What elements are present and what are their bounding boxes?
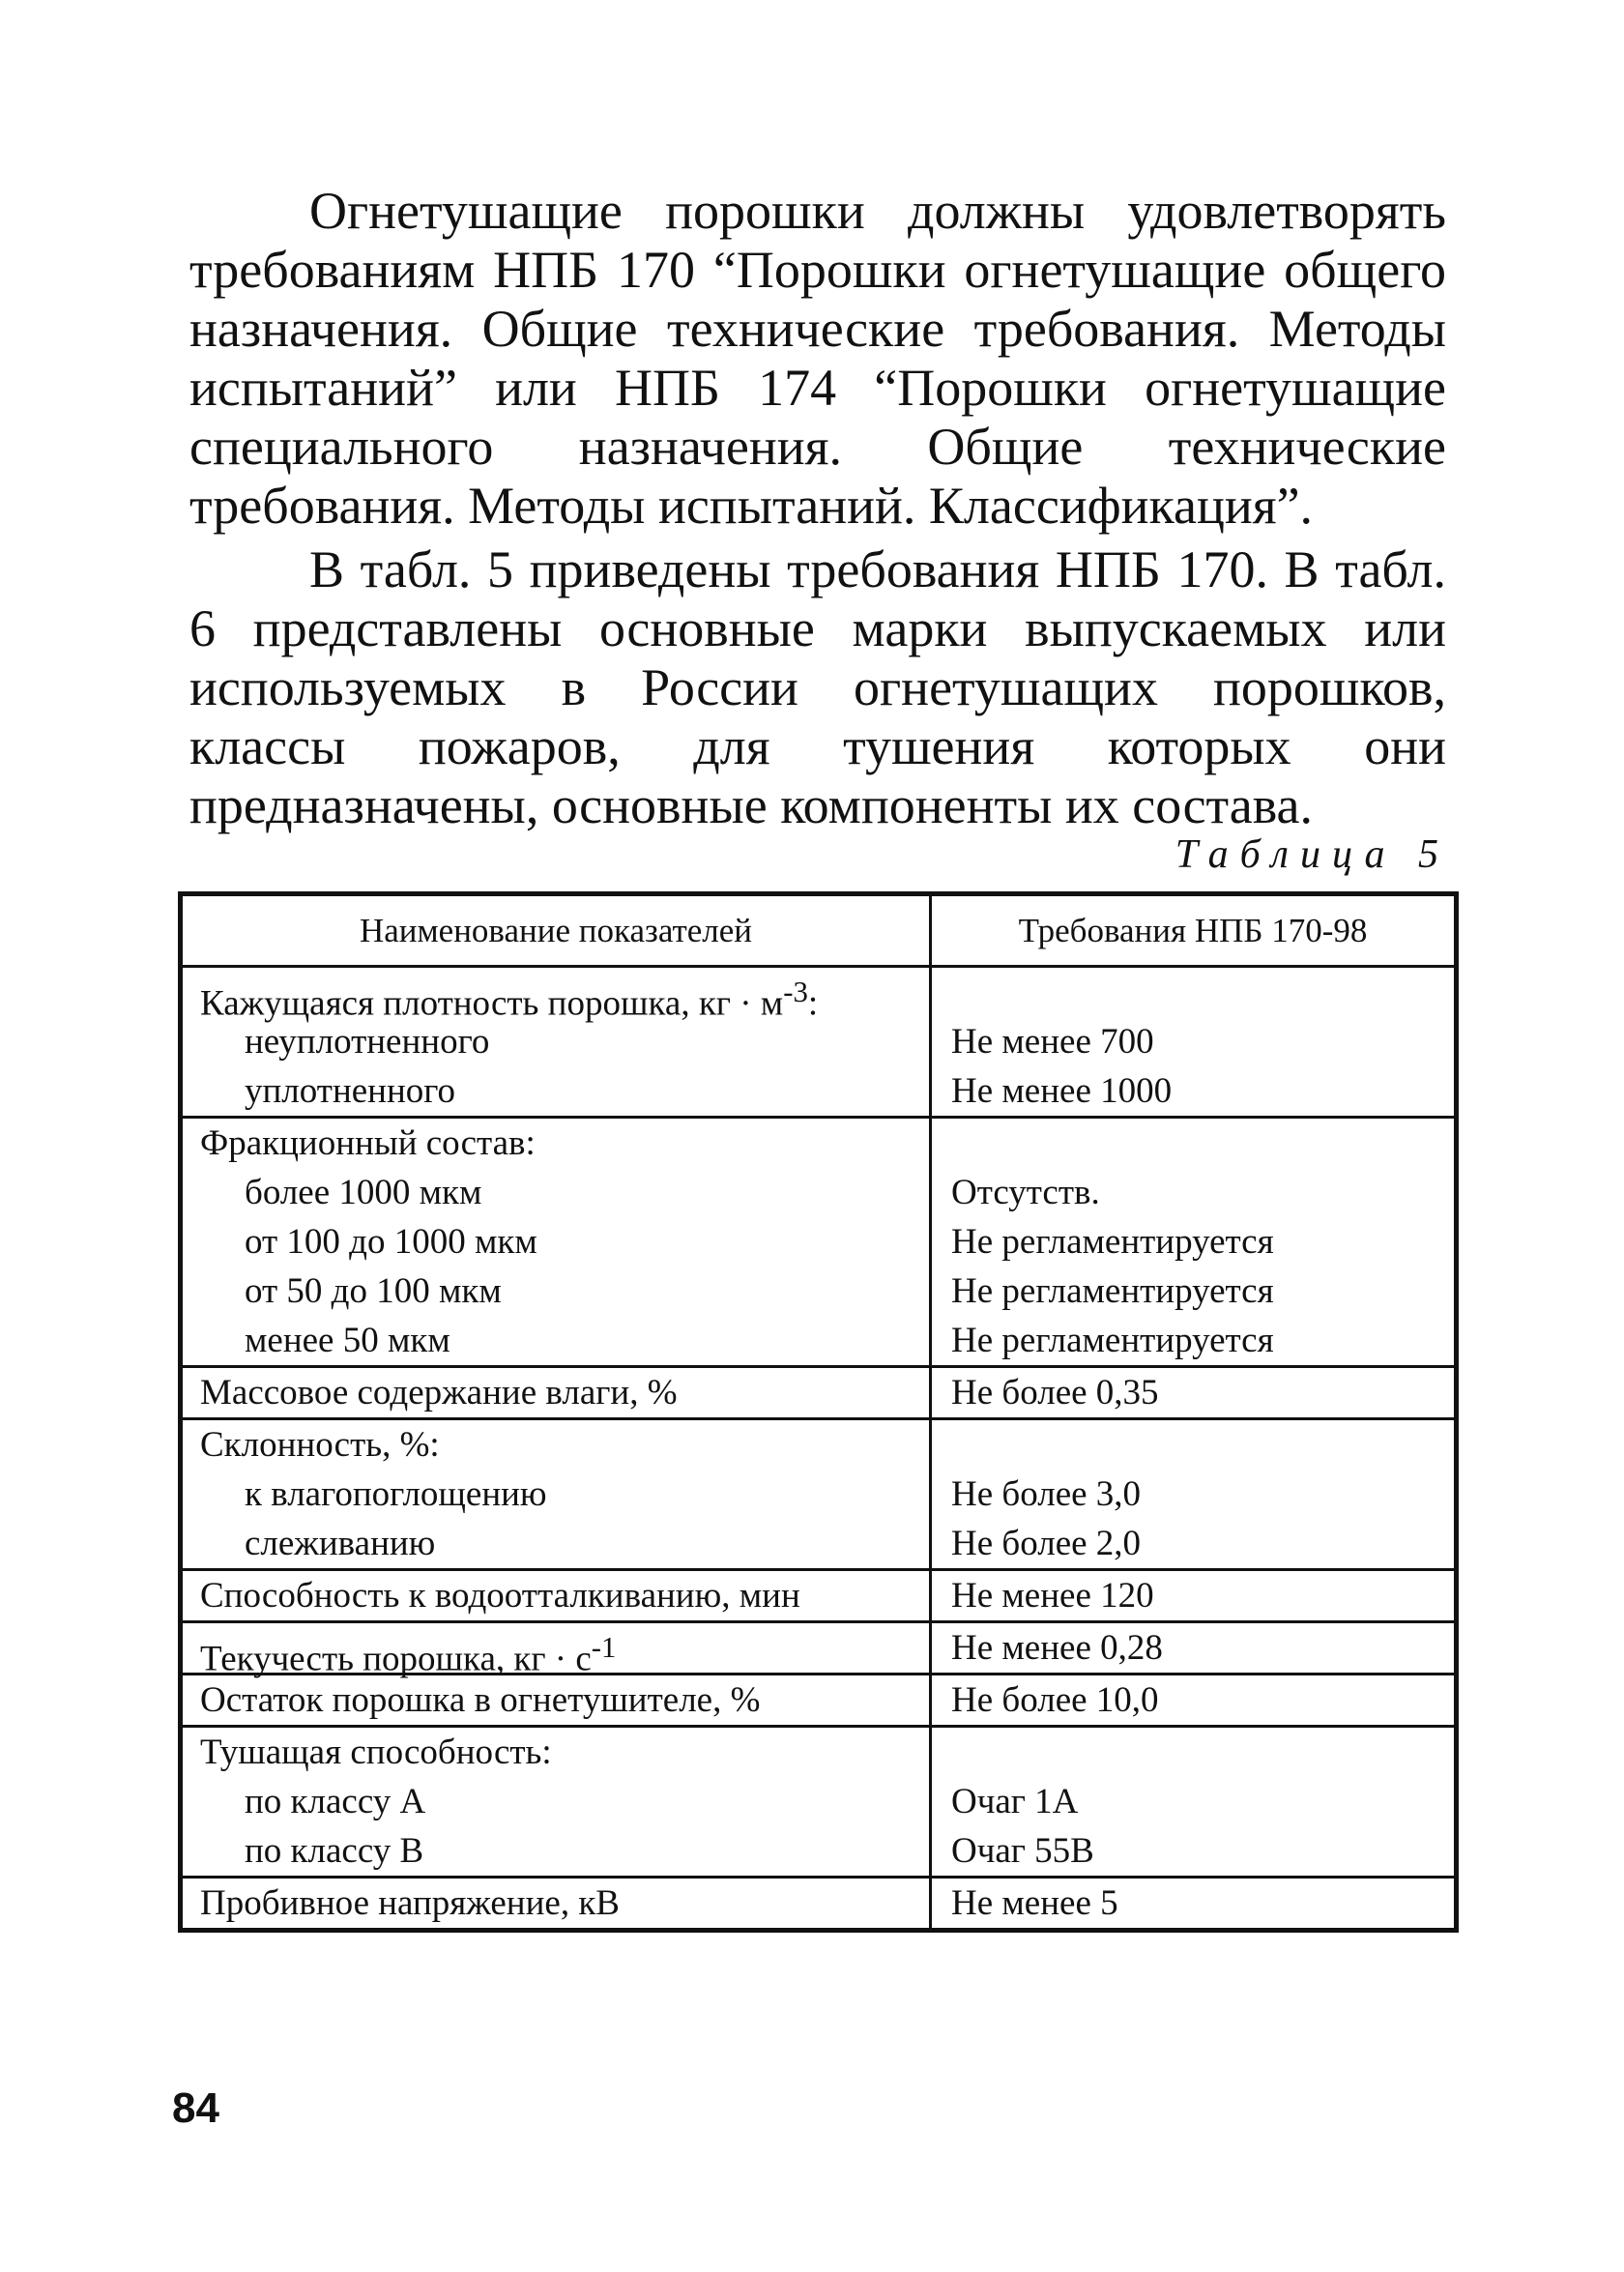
- table-row-water-repellency: [181, 1570, 1457, 1622]
- value-cell: Не более 0,35: [931, 1367, 1457, 1419]
- table-row-moisture: [181, 1367, 1457, 1419]
- table-row-tendency: [181, 1419, 1457, 1570]
- table-row-extinguishing: [181, 1727, 1457, 1878]
- sub-indicator: от 50 до 100 мкм: [245, 1271, 502, 1311]
- requirement-value: Не регламентируется: [951, 1222, 1274, 1262]
- requirement-value: Не менее 1000: [951, 1071, 1173, 1111]
- group-title: Кажущаяся плотность порошка, кг · $м^{-3}$:: [200, 976, 819, 1024]
- sub-indicator: уплотненного: [245, 1071, 456, 1111]
- value-cell: [931, 967, 1457, 1118]
- paragraph: Огнетушащие порошки должны удовлетворять требованиям НПБ 170 “Порошки огнетушащие общего назначения. Общие технические требования. Методы испытаний” или НПБ 174 “Порошки огнетушащие специального назначения. Общие технические требования. Методы испытаний. Классификация”.: [189, 182, 1446, 535]
- body-text: [189, 182, 1446, 835]
- paragraph: В табл. 5 приведены требования НПБ 170. В табл. 6 представлены основные марки выпускаемых или используемых в России огнетушащих порошков, классы пожаров, для тушения которых они предназначены, основные компоненты их состава.: [189, 540, 1446, 834]
- sub-indicator: по классу В: [245, 1831, 424, 1871]
- sub-indicator: к влагопоглощению: [245, 1474, 547, 1514]
- table-row-fraction: [181, 1118, 1457, 1367]
- requirements-table: [178, 891, 1459, 1933]
- value-cell: Не более 10,0: [931, 1675, 1457, 1727]
- sub-indicator: неуплотненного: [245, 1022, 490, 1062]
- indicator-cell: Остаток порошка в огнетушителе, %: [181, 1675, 931, 1727]
- table-row-flowability: [181, 1622, 1457, 1675]
- value-cell: [931, 1118, 1457, 1367]
- group-title: Склонность, %:: [200, 1425, 440, 1465]
- indicator-cell: Способность к водоотталкиванию, мин: [181, 1570, 931, 1622]
- sub-indicator: более 1000 мкм: [245, 1173, 482, 1212]
- table-row-density: [181, 967, 1457, 1118]
- table-caption: Таблица 5: [1174, 832, 1450, 877]
- indicator-cell: Пробивное напряжение, кВ: [181, 1878, 931, 1931]
- page-number: 84: [172, 2084, 219, 2132]
- requirement-value: Очаг 55В: [951, 1831, 1094, 1871]
- table-row-residue: [181, 1675, 1457, 1727]
- requirement-value: Не более 3,0: [951, 1474, 1142, 1514]
- sub-indicator: менее 50 мкм: [245, 1321, 450, 1360]
- header-requirements: Требования НПБ 170-98: [931, 894, 1457, 967]
- sub-indicator: по классу А: [245, 1782, 426, 1821]
- sub-indicator: от 100 до 1000 мкм: [245, 1222, 537, 1262]
- indicator-cell: Массовое содержание влаги, %: [181, 1367, 931, 1419]
- indicator-cell: [181, 1118, 931, 1367]
- indicator-cell: Текучесть порошка, кг · $с^{-1}$: [181, 1622, 931, 1675]
- requirement-value: Очаг 1А: [951, 1782, 1079, 1821]
- value-cell: Не менее 5: [931, 1878, 1457, 1931]
- header-indicator-name: Наименование показателей: [181, 894, 931, 967]
- group-title: Тушащая способность:: [200, 1733, 552, 1772]
- value-cell: Не менее 120: [931, 1570, 1457, 1622]
- indicator-cell: [181, 967, 931, 1118]
- requirement-value: Не менее 700: [951, 1022, 1154, 1062]
- table-header-row: [181, 894, 1457, 967]
- value-cell: [931, 1419, 1457, 1570]
- group-title: Фракционный состав:: [200, 1123, 536, 1163]
- value-cell: Не менее 0,28: [931, 1622, 1457, 1675]
- requirement-value: Отсутств.: [951, 1173, 1100, 1212]
- value-cell: [931, 1727, 1457, 1878]
- requirement-value: Не регламентируется: [951, 1321, 1274, 1360]
- table-row-breakdown: [181, 1878, 1457, 1931]
- sub-indicator: слеживанию: [245, 1524, 436, 1563]
- requirement-value: Не регламентируется: [951, 1271, 1274, 1311]
- indicator-cell: [181, 1727, 931, 1878]
- indicator-cell: [181, 1419, 931, 1570]
- requirement-value: Не более 2,0: [951, 1524, 1142, 1563]
